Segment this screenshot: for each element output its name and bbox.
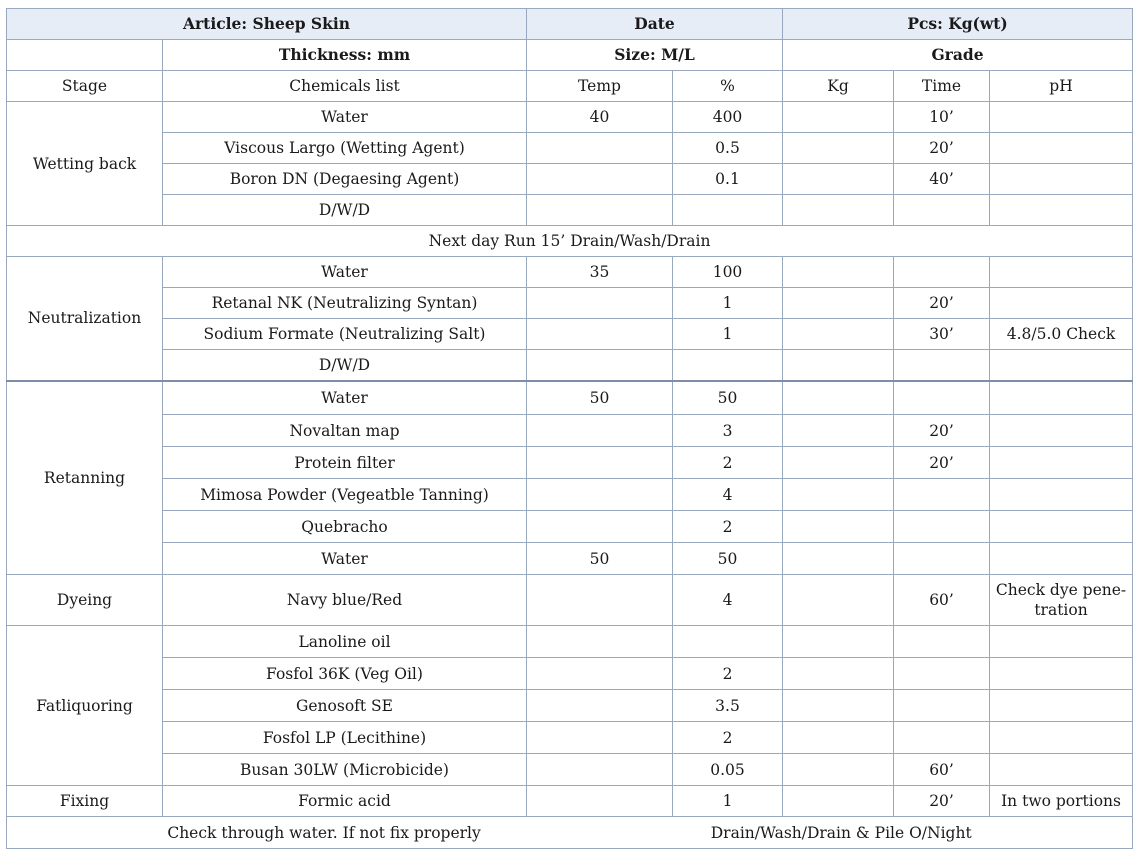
kg-value <box>783 195 894 226</box>
stage-name: Retanning <box>7 381 163 575</box>
temp-value <box>527 164 673 195</box>
ph-value <box>990 479 1133 511</box>
table-row <box>7 415 1133 447</box>
percent-value: 0.05 <box>673 754 783 786</box>
time-value: 60’ <box>894 575 990 626</box>
kg-value <box>783 381 894 415</box>
time-value <box>894 722 990 754</box>
temp-value <box>527 479 673 511</box>
ph-value <box>990 722 1133 754</box>
percent-value: 400 <box>673 102 783 133</box>
percent-value: 2 <box>673 447 783 479</box>
ph-value <box>990 658 1133 690</box>
article-header: Article: Sheep Skin <box>7 9 527 40</box>
ph-value <box>990 511 1133 543</box>
time-value <box>894 690 990 722</box>
time-value: 60’ <box>894 754 990 786</box>
chemical-name: Water <box>163 381 527 415</box>
blank-cell <box>7 40 163 71</box>
footer-row <box>7 817 1133 849</box>
table-row <box>7 511 1133 543</box>
process-table <box>6 8 1133 849</box>
footer-right-text: Drain/Wash/Drain & Pile O/Night <box>710 823 972 842</box>
ph-value: In two portions <box>990 786 1133 817</box>
ph-value <box>990 350 1133 381</box>
kg-value <box>783 479 894 511</box>
table-row <box>7 133 1133 164</box>
kg-value <box>783 350 894 381</box>
size-header: Size: M/L <box>527 40 783 71</box>
time-value: 20’ <box>894 133 990 164</box>
kg-value <box>783 133 894 164</box>
percent-value: 3.5 <box>673 690 783 722</box>
chemical-name: Viscous Largo (Wetting Agent) <box>163 133 527 164</box>
table-row <box>7 575 1133 626</box>
ph-value <box>990 164 1133 195</box>
kg-value <box>783 754 894 786</box>
percent-value: 4 <box>673 479 783 511</box>
temp-value <box>527 195 673 226</box>
table-row <box>7 257 1133 288</box>
time-value <box>894 195 990 226</box>
chemical-name: D/W/D <box>163 350 527 381</box>
chemical-name: Busan 30LW (Microbicide) <box>163 754 527 786</box>
ph-value <box>990 195 1133 226</box>
time-value <box>894 479 990 511</box>
ph-value <box>990 415 1133 447</box>
kg-value <box>783 288 894 319</box>
grade-header: Grade <box>783 40 1133 71</box>
time-value: 20’ <box>894 786 990 817</box>
ph-value <box>990 381 1133 415</box>
kg-value <box>783 319 894 350</box>
table-row <box>7 288 1133 319</box>
kg-value <box>783 690 894 722</box>
chemical-name: Mimosa Powder (Vegeatble Tanning) <box>163 479 527 511</box>
time-value <box>894 511 990 543</box>
chemical-name: Novaltan map <box>163 415 527 447</box>
percent-value: 100 <box>673 257 783 288</box>
temp-value <box>527 722 673 754</box>
table-row <box>7 690 1133 722</box>
time-value <box>894 626 990 658</box>
percent-value: 1 <box>673 786 783 817</box>
ph-value: 4.8/5.0 Check <box>990 319 1133 350</box>
ph-value <box>990 288 1133 319</box>
time-value: 30’ <box>894 319 990 350</box>
percent-value: 4 <box>673 575 783 626</box>
percent-value: 0.5 <box>673 133 783 164</box>
time-value: 20’ <box>894 415 990 447</box>
footer-left-text: Check through water. If not fix properly <box>167 823 481 842</box>
footer-note <box>7 817 1133 849</box>
kg-value <box>783 102 894 133</box>
kg-value <box>783 786 894 817</box>
percent-value: 0.1 <box>673 164 783 195</box>
table-row <box>7 164 1133 195</box>
time-value: 40’ <box>894 164 990 195</box>
time-value: 10’ <box>894 102 990 133</box>
chemical-name: Formic acid <box>163 786 527 817</box>
pcs-header: Pcs: Kg(wt) <box>783 9 1133 40</box>
kg-value <box>783 164 894 195</box>
temp-value <box>527 511 673 543</box>
table-row <box>7 754 1133 786</box>
time-value: 20’ <box>894 288 990 319</box>
chemical-name: Fosfol 36K (Veg Oil) <box>163 658 527 690</box>
date-header: Date <box>527 9 783 40</box>
temp-value: 50 <box>527 381 673 415</box>
time-value <box>894 257 990 288</box>
temp-value <box>527 690 673 722</box>
ph-value <box>990 754 1133 786</box>
table-row <box>7 195 1133 226</box>
temp-value <box>527 786 673 817</box>
table-row <box>7 381 1133 415</box>
table-row <box>7 350 1133 381</box>
col-time: Time <box>894 71 990 102</box>
chemical-name: D/W/D <box>163 195 527 226</box>
note-row <box>7 226 1133 257</box>
table-row <box>7 543 1133 575</box>
time-value <box>894 350 990 381</box>
col-ph: pH <box>990 71 1133 102</box>
ph-value <box>990 447 1133 479</box>
temp-value <box>527 288 673 319</box>
table-row <box>7 786 1133 817</box>
kg-value <box>783 511 894 543</box>
percent-value: 3 <box>673 415 783 447</box>
time-value <box>894 543 990 575</box>
temp-value <box>527 319 673 350</box>
table-row <box>7 722 1133 754</box>
kg-value <box>783 722 894 754</box>
time-value <box>894 658 990 690</box>
table-row <box>7 102 1133 133</box>
col-kg: Kg <box>783 71 894 102</box>
chemical-name: Water <box>163 257 527 288</box>
chemical-name: Navy blue/Red <box>163 575 527 626</box>
temp-value <box>527 658 673 690</box>
next-day-note: Next day Run 15’ Drain/Wash/Drain <box>7 226 1133 257</box>
column-header-row <box>7 71 1133 102</box>
chemical-name: Retanal NK (Neutralizing Syntan) <box>163 288 527 319</box>
percent-value: 50 <box>673 543 783 575</box>
ph-value <box>990 102 1133 133</box>
table-row <box>7 479 1133 511</box>
kg-value <box>783 257 894 288</box>
temp-value <box>527 350 673 381</box>
percent-value: 1 <box>673 288 783 319</box>
temp-value: 40 <box>527 102 673 133</box>
percent-value <box>673 350 783 381</box>
chemical-name: Protein filter <box>163 447 527 479</box>
ph-value <box>990 690 1133 722</box>
percent-value: 1 <box>673 319 783 350</box>
temp-value <box>527 415 673 447</box>
ph-value: Check dye pene-tration <box>990 575 1133 626</box>
chemical-name: Boron DN (Degaesing Agent) <box>163 164 527 195</box>
chemical-name: Water <box>163 102 527 133</box>
stage-name: Neutralization <box>7 257 163 381</box>
chemical-name: Water <box>163 543 527 575</box>
ph-value <box>990 543 1133 575</box>
time-value: 20’ <box>894 447 990 479</box>
chemical-name: Quebracho <box>163 511 527 543</box>
temp-value <box>527 754 673 786</box>
stage-name: Fatliquoring <box>7 626 163 786</box>
temp-value <box>527 447 673 479</box>
stage-name: Dyeing <box>7 575 163 626</box>
temp-value <box>527 575 673 626</box>
percent-value <box>673 195 783 226</box>
kg-value <box>783 658 894 690</box>
chemical-name: Sodium Formate (Neutralizing Salt) <box>163 319 527 350</box>
kg-value <box>783 543 894 575</box>
temp-value <box>527 626 673 658</box>
col-stage: Stage <box>7 71 163 102</box>
col-percent: % <box>673 71 783 102</box>
chemical-name: Fosfol LP (Lecithine) <box>163 722 527 754</box>
percent-value: 2 <box>673 722 783 754</box>
temp-value: 35 <box>527 257 673 288</box>
thickness-header: Thickness: mm <box>163 40 527 71</box>
ph-value <box>990 626 1133 658</box>
col-chemicals: Chemicals list <box>163 71 527 102</box>
kg-value <box>783 626 894 658</box>
kg-value <box>783 415 894 447</box>
chemical-name: Lanoline oil <box>163 626 527 658</box>
percent-value: 2 <box>673 511 783 543</box>
table-row <box>7 658 1133 690</box>
chemical-name: Genosoft SE <box>163 690 527 722</box>
stage-name: Fixing <box>7 786 163 817</box>
table-row <box>7 319 1133 350</box>
ph-value <box>990 133 1133 164</box>
col-temp: Temp <box>527 71 673 102</box>
time-value <box>894 381 990 415</box>
stage-name: Wetting back <box>7 102 163 226</box>
kg-value <box>783 447 894 479</box>
percent-value: 50 <box>673 381 783 415</box>
table-row <box>7 447 1133 479</box>
temp-value <box>527 133 673 164</box>
percent-value <box>673 626 783 658</box>
ph-value <box>990 257 1133 288</box>
kg-value <box>783 575 894 626</box>
table-row <box>7 626 1133 658</box>
temp-value: 50 <box>527 543 673 575</box>
percent-value: 2 <box>673 658 783 690</box>
